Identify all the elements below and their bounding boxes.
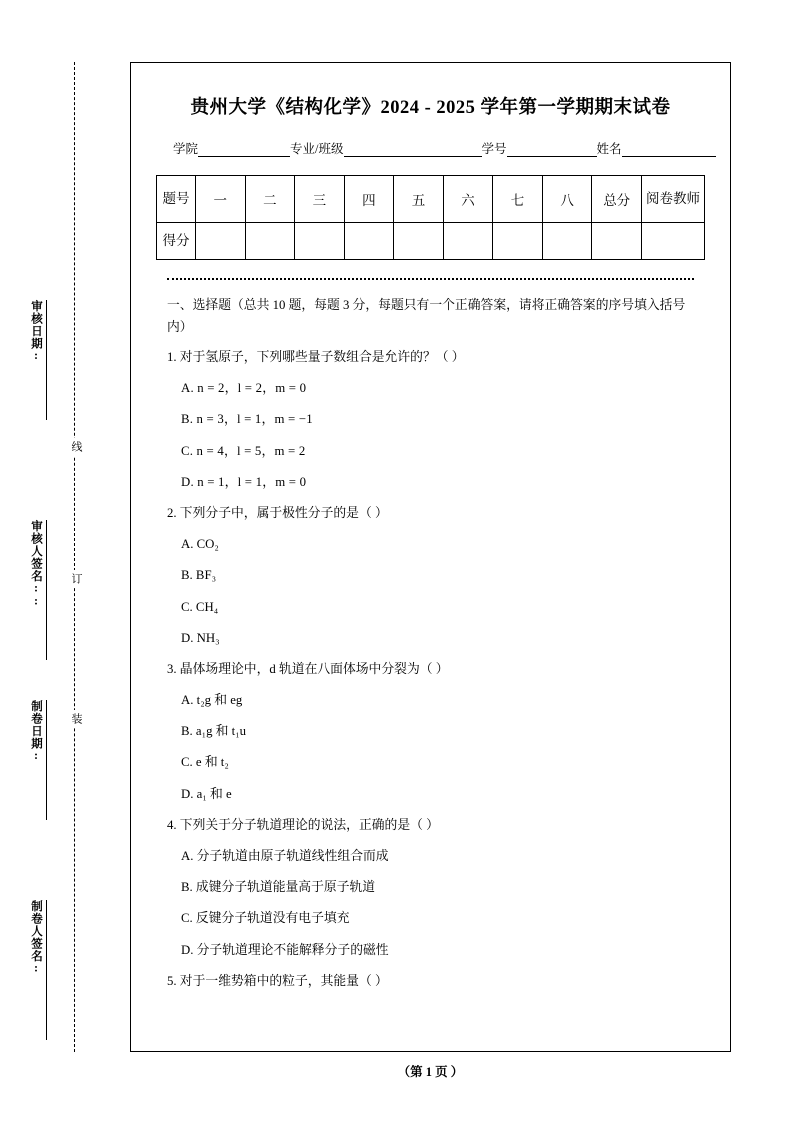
score-cell-6[interactable]	[443, 223, 493, 260]
row-label-text-score: 得分	[162, 233, 190, 249]
dotted-divider	[167, 278, 694, 280]
question-3-option-b[interactable]: B. a₁g 和 t₁u	[181, 724, 247, 739]
fold-mark-line: 线	[68, 438, 84, 456]
margin-label-reviewer-signature: 审核人签名::	[28, 520, 47, 660]
score-cell-grader[interactable]	[642, 223, 705, 260]
fold-mark-bind: 订	[68, 570, 84, 588]
question-1-stem: 1. 对于氢原子，下列哪些量子数组合是允许的？（ ）	[167, 350, 465, 364]
score-cell-1[interactable]	[196, 223, 246, 260]
question-2-option-d[interactable]: D. NH₃	[181, 630, 220, 645]
question-4-stem: 4. 下列关于分子轨道理论的说法，正确的是（ ）	[167, 817, 439, 832]
question-2-stem: 2. 下列分子中，属于极性分子的是（ ）	[167, 505, 388, 520]
info-field-student-id	[482, 139, 597, 157]
row-label-text-question-no: 题号	[162, 191, 190, 207]
info-blank-major-class[interactable]	[344, 143, 482, 157]
score-table-row-label-question-no	[157, 176, 196, 223]
question-1-option-b[interactable]: B. n = 3，l = 1，m = −1	[181, 412, 313, 427]
question-3-stem: 3. 晶体场理论中，d 轨道在八面体场中分裂为（ ）	[167, 661, 449, 676]
exam-body	[155, 294, 706, 991]
question-1-option-c[interactable]: C. n = 4，l = 5，m = 2	[181, 443, 306, 458]
margin-label-paper-date: 制卷日期:	[28, 700, 47, 820]
page-title: 贵州大学《结构化学》2024 - 2025 学年第一学期期末试卷	[190, 98, 671, 118]
score-table-header-row	[157, 176, 705, 223]
score-table-col-6: 六	[443, 176, 493, 223]
question-3-option-a[interactable]: A. t₂g 和 eg	[181, 693, 243, 708]
score-table-col-total: 总分	[592, 176, 642, 223]
score-table-col-3: 三	[295, 176, 345, 223]
question-2-option-a[interactable]: A. CO₂	[181, 537, 219, 552]
question-1-option-d[interactable]: D. n = 1，l = 1，m = 0	[181, 474, 307, 489]
info-blank-name[interactable]	[622, 143, 716, 157]
score-cell-total[interactable]	[592, 223, 642, 260]
question-3-option-d[interactable]: D. a₁ 和 e	[181, 786, 232, 801]
student-info-line	[155, 139, 706, 157]
question-1-option-a[interactable]: A. n = 2，l = 2，m = 0	[181, 381, 307, 396]
score-cell-3[interactable]	[295, 223, 345, 260]
info-field-name	[597, 139, 716, 157]
info-label-college: 学院	[173, 142, 199, 156]
margin-label-review-date: 审核日期:	[28, 300, 47, 420]
info-field-major-class	[290, 139, 481, 157]
question-4-option-a[interactable]: A. 分子轨道由原子轨道线性组合而成	[181, 849, 389, 863]
question-2-option-c[interactable]: C. CH₄	[181, 599, 219, 614]
score-cell-2[interactable]	[245, 223, 295, 260]
info-label-name: 姓名	[596, 142, 622, 156]
score-table-col-2: 二	[245, 176, 295, 223]
page-footer: （第 1 页 ）	[397, 1065, 464, 1079]
score-table-col-4: 四	[344, 176, 394, 223]
info-label-major-class: 专业/班级	[290, 142, 344, 156]
score-table-col-1: 一	[196, 176, 246, 223]
score-cell-5[interactable]	[394, 223, 444, 260]
fold-dashed-line	[74, 62, 75, 1052]
left-margin-zone	[0, 0, 128, 1122]
score-table-col-8: 八	[542, 176, 592, 223]
info-blank-student-id[interactable]	[507, 143, 597, 157]
score-table	[156, 175, 705, 260]
info-label-student-id: 学号	[481, 142, 507, 156]
exam-page-frame	[130, 62, 731, 1052]
section-one-heading: 一、选择题（总共 10 题，每题 3 分，每题只有一个正确答案，请将正确答案的序号填入括号内）	[167, 298, 686, 334]
info-field-college	[173, 139, 290, 157]
question-3-option-c[interactable]: C. e 和 t₂	[181, 755, 229, 770]
score-table-score-row	[157, 223, 705, 260]
question-2-option-b[interactable]: B. BF₃	[181, 568, 217, 583]
score-table-row-label-score	[157, 223, 196, 260]
score-cell-8[interactable]	[542, 223, 592, 260]
score-table-col-7: 七	[493, 176, 543, 223]
margin-label-paper-signature: 制卷人签名:	[28, 900, 47, 1040]
score-cell-7[interactable]	[493, 223, 543, 260]
score-cell-4[interactable]	[344, 223, 394, 260]
grader-label-text: 阅卷教师	[646, 191, 700, 207]
score-table-col-grader	[642, 176, 705, 223]
score-table-col-5: 五	[394, 176, 444, 223]
fold-mark-pack: 装	[68, 710, 84, 728]
question-4-option-d[interactable]: D. 分子轨道理论不能解释分子的磁性	[181, 942, 389, 957]
question-5-stem: 5. 对于一维势箱中的粒子，其能量（ ）	[167, 973, 388, 988]
question-4-option-c[interactable]: C. 反键分子轨道没有电子填充	[181, 911, 350, 926]
info-blank-college[interactable]	[198, 143, 290, 157]
question-4-option-b[interactable]: B. 成键分子轨道能量高于原子轨道	[181, 880, 376, 895]
